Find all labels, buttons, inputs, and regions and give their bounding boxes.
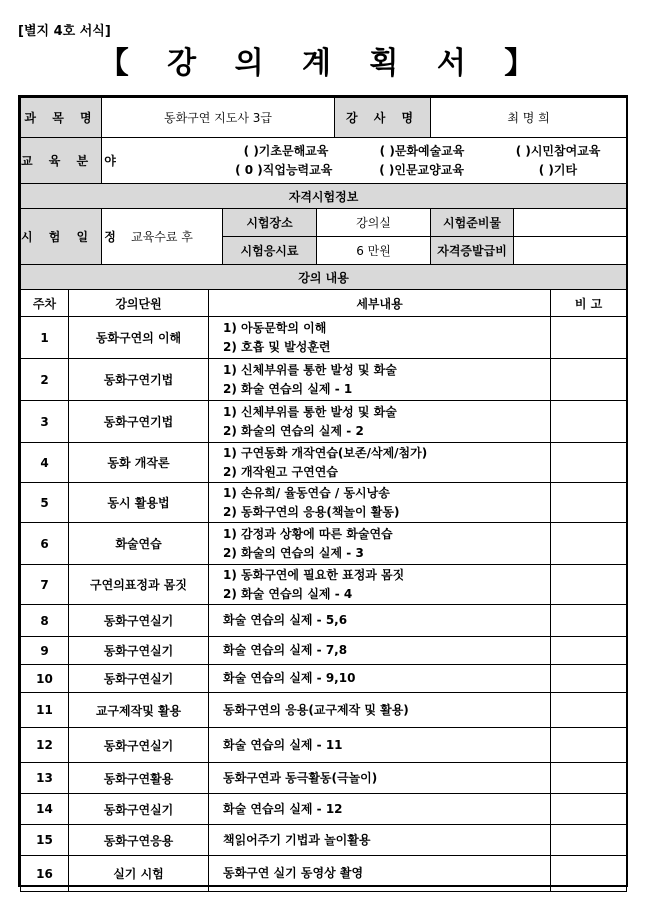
- note-cell: [551, 763, 627, 794]
- lecture-row: [21, 665, 627, 693]
- detail-line: 2) 화술 연습의 실제 - 1: [223, 381, 353, 396]
- detail-line: 화술 연습의 실제 - 12: [223, 801, 343, 816]
- note-cell: [551, 825, 627, 856]
- module-name: 동화구연활용: [69, 763, 209, 794]
- module-name: 구연의표정과 몸짓: [69, 565, 209, 605]
- note-cell: [551, 565, 627, 605]
- note-cell: [551, 665, 627, 693]
- lecture-row: [21, 401, 627, 443]
- week-number: 2: [21, 359, 69, 401]
- detail-line: 1) 신체부위를 통한 발성 및 화술: [223, 362, 397, 377]
- week-number: 13: [21, 763, 69, 794]
- detail-cell: [209, 483, 551, 523]
- exam-venue-value: 강의실: [317, 209, 431, 237]
- week-number: 9: [21, 637, 69, 665]
- week-number: 7: [21, 565, 69, 605]
- detail-cell: [209, 401, 551, 443]
- education-field-label: 교 육 분 야: [21, 138, 102, 184]
- week-number: 16: [21, 856, 69, 892]
- field-option-civic: ( )시민참여교육: [515, 143, 601, 158]
- detail-cell: [209, 443, 551, 483]
- module-name: 동화구연기법: [69, 401, 209, 443]
- note-cell: [551, 856, 627, 892]
- lecture-row: [21, 359, 627, 401]
- lecture-row: [21, 693, 627, 728]
- module-name: 교구제작및 활용: [69, 693, 209, 728]
- detail-line: 1) 구연동화 개작연습(보존/삭제/첨가): [223, 445, 428, 460]
- module-name: 동화구연응용: [69, 825, 209, 856]
- note-cell: [551, 693, 627, 728]
- week-number: 5: [21, 483, 69, 523]
- form-number-tag: [별지 4호 서식]: [18, 24, 111, 39]
- detail-line: 동화구연과 동극활동(극놀이): [223, 770, 378, 785]
- lecture-row: [21, 794, 627, 825]
- subject-value: 동화구연 지도사 3급: [102, 98, 335, 138]
- detail-cell: [209, 565, 551, 605]
- note-cell: [551, 317, 627, 359]
- detail-line: 1) 신체부위를 통한 발성 및 화술: [223, 404, 397, 419]
- lecture-plan-form: [18, 95, 628, 887]
- module-name: 화술연습: [69, 523, 209, 565]
- detail-cell: [209, 825, 551, 856]
- cert-fee-label: 자격증발급비: [431, 237, 514, 265]
- exam-schedule-value: 교육수료 후: [102, 209, 223, 265]
- module-name: 동화 개작론: [69, 443, 209, 483]
- module-name: 동화구연실기: [69, 637, 209, 665]
- document-title: 【 강 의 계 획 서 】: [98, 46, 549, 81]
- detail-cell: [209, 359, 551, 401]
- detail-cell: [209, 856, 551, 892]
- detail-line: 2) 화술의 연습의 실제 - 2: [223, 423, 364, 438]
- lecture-row: [21, 483, 627, 523]
- exam-fee-value: 6 만원: [317, 237, 431, 265]
- instructor-label: 강 사 명: [335, 98, 431, 138]
- lecture-row: [21, 605, 627, 637]
- exam-prep-value: [514, 209, 627, 237]
- lecture-content-table: [20, 264, 627, 892]
- detail-cell: [209, 637, 551, 665]
- exam-schedule-label: 시 험 일 정: [21, 209, 102, 265]
- detail-cell: [209, 728, 551, 763]
- lecture-row: [21, 443, 627, 483]
- note-cell: [551, 443, 627, 483]
- note-cell: [551, 523, 627, 565]
- field-option-other: ( )기타: [538, 162, 578, 177]
- course-info-table: [20, 97, 627, 265]
- field-option-basic-literacy: ( )기초문해교육: [243, 143, 329, 158]
- module-name: 동화구연의 이해: [69, 317, 209, 359]
- exam-fee-label: 시험응시료: [223, 237, 317, 265]
- detail-line: 2) 호흡 및 발성훈련: [223, 339, 331, 354]
- exam-info-heading: 자격시험정보: [21, 184, 627, 209]
- week-number: 8: [21, 605, 69, 637]
- note-cell: [551, 359, 627, 401]
- detail-line: 2) 화술 연습의 실제 - 4: [223, 586, 353, 601]
- note-cell: [551, 728, 627, 763]
- detail-cell: [209, 763, 551, 794]
- lecture-row: [21, 856, 627, 892]
- lecture-row: [21, 728, 627, 763]
- lecture-row: [21, 317, 627, 359]
- detail-line: 1) 손유희/ 율동연습 / 동시낭송: [223, 485, 390, 500]
- detail-cell: [209, 317, 551, 359]
- field-option-humanities: ( )인문교양교육: [379, 162, 464, 177]
- lecture-row: [21, 523, 627, 565]
- module-name: 동시 활용법: [69, 483, 209, 523]
- instructor-value: 최 명 희: [431, 98, 627, 138]
- education-field-options: [102, 138, 627, 184]
- week-number: 12: [21, 728, 69, 763]
- field-option-vocational: ( 0 )직업능력교육: [235, 162, 333, 177]
- exam-prep-label: 시험준비물: [431, 209, 514, 237]
- note-cell: [551, 483, 627, 523]
- module-name: 동화구연기법: [69, 359, 209, 401]
- cert-fee-value: [514, 237, 627, 265]
- module-name: 실기 시험: [69, 856, 209, 892]
- exam-venue-label: 시험장소: [223, 209, 317, 237]
- lecture-row: [21, 637, 627, 665]
- week-number: 4: [21, 443, 69, 483]
- week-number: 11: [21, 693, 69, 728]
- lecture-content-heading: 강의 내용: [21, 265, 627, 290]
- note-cell: [551, 794, 627, 825]
- detail-line: 동화구연의 응용(교구제작 및 활용): [223, 702, 409, 717]
- col-header-detail: 세부내용: [209, 290, 551, 317]
- detail-line: 1) 감정과 상황에 따른 화술연습: [223, 526, 393, 541]
- subject-label: 과 목 명: [21, 98, 102, 138]
- lecture-row: [21, 565, 627, 605]
- detail-line: 2) 화술의 연습의 실제 - 3: [223, 545, 364, 560]
- col-header-week: 주차: [21, 290, 69, 317]
- detail-line: 화술 연습의 실제 - 11: [223, 737, 343, 752]
- week-number: 6: [21, 523, 69, 565]
- module-name: 동화구연실기: [69, 728, 209, 763]
- week-number: 10: [21, 665, 69, 693]
- module-name: 동화구연실기: [69, 605, 209, 637]
- module-name: 동화구연실기: [69, 794, 209, 825]
- detail-line: 화술 연습의 실제 - 5,6: [223, 613, 348, 627]
- detail-cell: [209, 693, 551, 728]
- detail-cell: [209, 605, 551, 637]
- lecture-row: [21, 825, 627, 856]
- module-name: 동화구연실기: [69, 665, 209, 693]
- week-number: 15: [21, 825, 69, 856]
- detail-line: 2) 개작원고 구연연습: [223, 464, 338, 479]
- detail-line: 화술 연습의 실제 - 7,8: [223, 643, 348, 657]
- detail-cell: [209, 794, 551, 825]
- note-cell: [551, 401, 627, 443]
- col-header-module: 강의단원: [69, 290, 209, 317]
- detail-line: 동화구연 실기 동영상 촬영: [223, 866, 364, 880]
- week-number: 3: [21, 401, 69, 443]
- detail-line: 1) 아동문학의 이해: [223, 320, 327, 335]
- detail-line: 1) 동화구연에 필요한 표정과 몸짓: [223, 567, 405, 582]
- note-cell: [551, 637, 627, 665]
- lecture-row: [21, 763, 627, 794]
- week-number: 14: [21, 794, 69, 825]
- note-cell: [551, 605, 627, 637]
- field-option-culture-arts: ( )문화예술교육: [379, 143, 465, 158]
- detail-cell: [209, 523, 551, 565]
- detail-line: 화술 연습의 실제 - 9,10: [223, 671, 356, 685]
- detail-line: 책읽어주기 기법과 놀이활용: [223, 832, 371, 847]
- week-number: 1: [21, 317, 69, 359]
- detail-line: 2) 동화구연의 응용(책놀이 활동): [223, 504, 400, 519]
- detail-cell: [209, 665, 551, 693]
- col-header-note: 비 고: [551, 290, 627, 317]
